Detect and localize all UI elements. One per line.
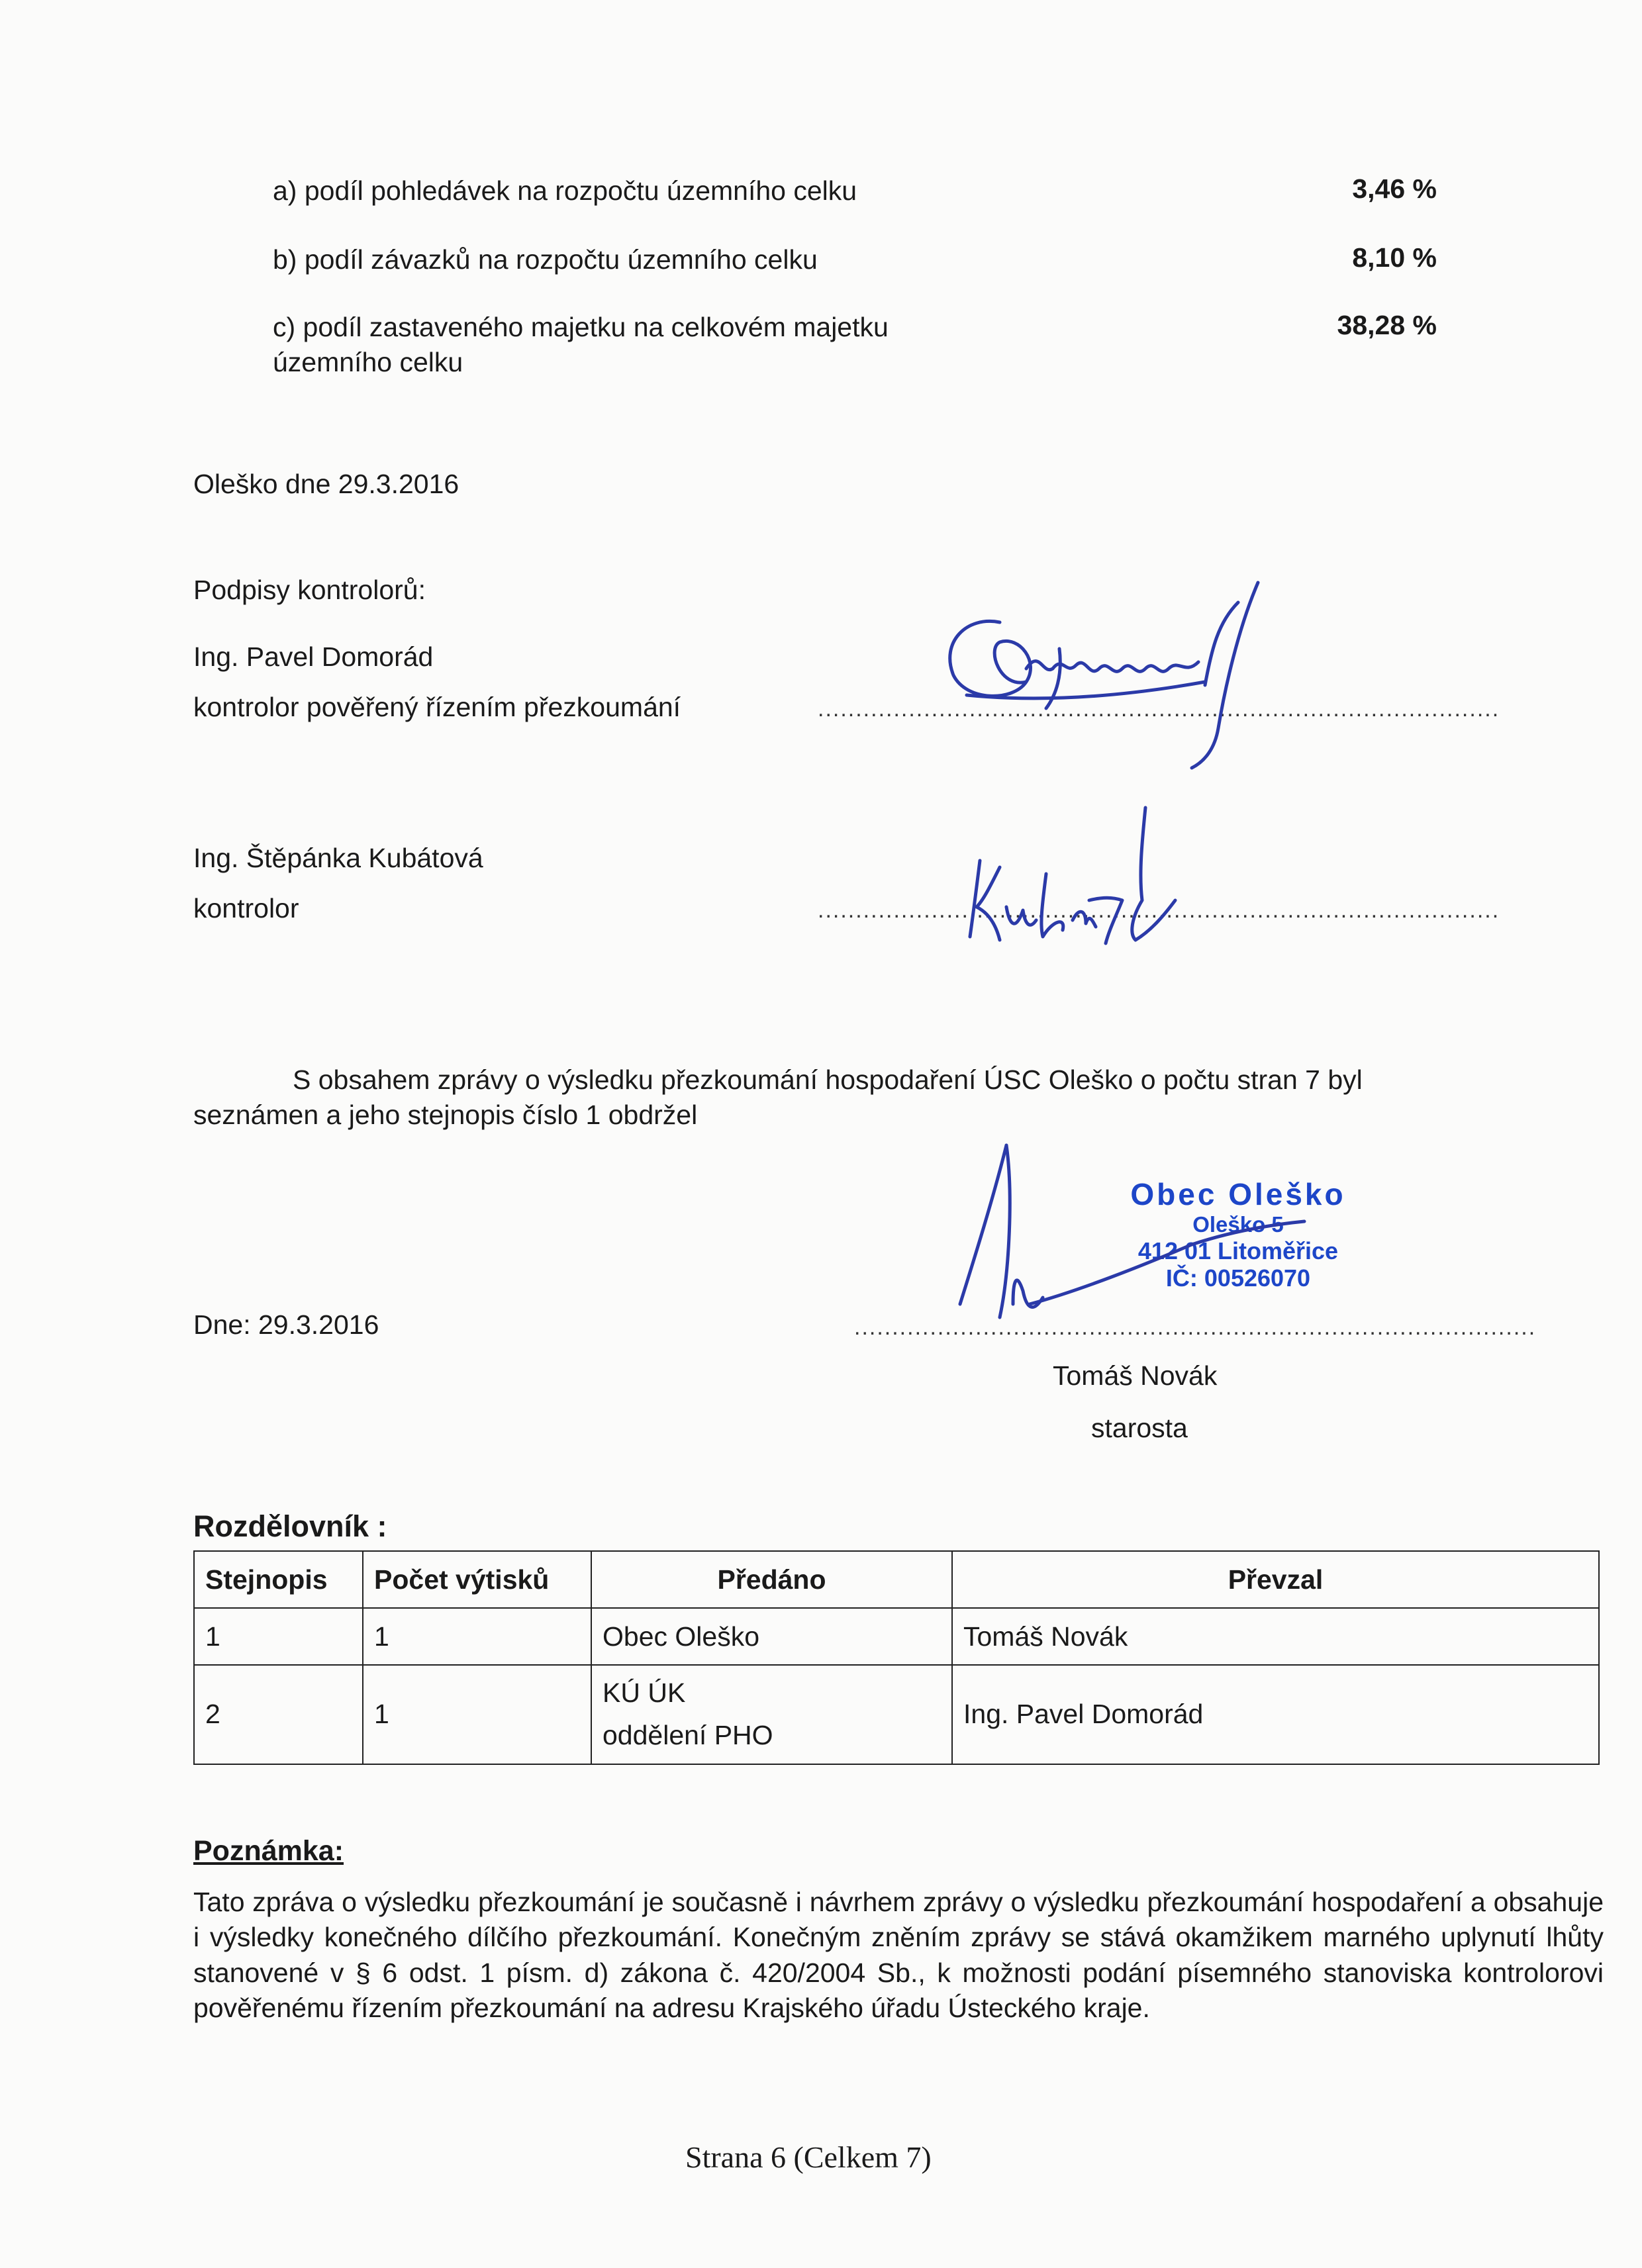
signature-line-2: .......................................................................................... bbox=[818, 898, 1500, 923]
cell-handed: Obec Oleško bbox=[591, 1608, 952, 1665]
column-header-received: Převzal bbox=[952, 1551, 1599, 1608]
cell-copy: 1 bbox=[194, 1608, 363, 1665]
cell-count: 1 bbox=[363, 1608, 591, 1665]
column-header-handed: Předáno bbox=[591, 1551, 952, 1608]
cell-copy: 2 bbox=[194, 1665, 363, 1764]
ratio-c-value: 38,28 % bbox=[1337, 310, 1437, 340]
mayor-name: Tomáš Novák bbox=[1053, 1360, 1218, 1391]
table-header-row bbox=[194, 1551, 1599, 1608]
stamp-line-1: Obec Oleško bbox=[1130, 1177, 1346, 1211]
controller-1-name: Ing. Pavel Domorád bbox=[193, 641, 434, 672]
table-row bbox=[194, 1608, 1599, 1665]
stamp-line-4: IČ: 00526070 bbox=[1165, 1264, 1311, 1292]
distribution-heading: Rozdělovník : bbox=[193, 1509, 387, 1543]
stamp-line-3: 412 01 Litoměřice bbox=[1137, 1237, 1339, 1264]
ratio-a-label: a) podíl pohledávek na rozpočtu územního celku bbox=[273, 175, 857, 206]
signature-novak bbox=[914, 1139, 1337, 1337]
column-header-copy: Stejnopis bbox=[194, 1551, 363, 1608]
cell-handed bbox=[591, 1665, 952, 1764]
ratio-a-value: 3,46 % bbox=[1352, 173, 1437, 204]
ratio-b-label: b) podíl závazků na rozpočtu územního celku bbox=[273, 244, 818, 275]
ratio-b-value: 8,10 % bbox=[1352, 242, 1437, 273]
date-line: Dne: 29.3.2016 bbox=[193, 1309, 379, 1340]
cell-received: Ing. Pavel Domorád bbox=[952, 1665, 1599, 1764]
signature-kubatova bbox=[953, 801, 1218, 953]
mayor-title: starosta bbox=[1091, 1413, 1188, 1443]
acknowledgement-text: S obsahem zprávy o výsledku přezkoumání hospodaření ÚSC Oleško o počtu stran 7 byl seznámen a jeho stejnopis číslo 1 obdržel bbox=[193, 1064, 1363, 1131]
distribution-table bbox=[193, 1550, 1600, 1765]
ratio-c-label: c) podíl zastaveného majetku na celkovém majetku územního celku bbox=[273, 312, 889, 378]
stamp-line-2: Oleško 5 bbox=[1192, 1211, 1284, 1237]
table-row bbox=[194, 1665, 1599, 1764]
page-footer: Strana 6 (Celkem 7) bbox=[685, 2140, 932, 2174]
signature-domorad bbox=[927, 569, 1298, 781]
note-text: Tato zpráva o výsledku přezkoumání je současně i návrhem zprávy o výsledku přezkoumání hospodaření a obsahuje i výsledky konečného dílčího přezkoumání. Konečným zněním zprávy se stává okamžikem marného uplynutí lhůty stanovené v § 6 odst. 1 písm. d) zákona č. 420/2004 Sb., k možnosti podání písemného stanoviska kontrolorovi pověřenému řízením přezkoumání na adresu Krajského úřadu Ústeckého kraje. bbox=[193, 1887, 1604, 2023]
note-heading: Poznámka: bbox=[193, 1835, 344, 1867]
controller-1-role: kontrolor pověřený řízením přezkoumání bbox=[193, 692, 681, 722]
cell-handed-line-2: oddělení PHO bbox=[603, 1720, 773, 1750]
place-date: Oleško dne 29.3.2016 bbox=[193, 469, 459, 499]
signatures-heading: Podpisy kontrolorů: bbox=[193, 575, 426, 605]
cell-handed-line-1: KÚ ÚK bbox=[603, 1677, 686, 1709]
column-header-count: Počet výtisků bbox=[363, 1551, 591, 1608]
controller-2-role: kontrolor bbox=[193, 893, 299, 923]
signature-line-mayor: .......................................................................................... bbox=[854, 1315, 1537, 1340]
cell-received: Tomáš Novák bbox=[952, 1608, 1599, 1665]
cell-count: 1 bbox=[363, 1665, 591, 1764]
signature-line-1: .......................................................................................... bbox=[818, 696, 1500, 722]
controller-2-name: Ing. Štěpánka Kubátová bbox=[193, 843, 483, 873]
